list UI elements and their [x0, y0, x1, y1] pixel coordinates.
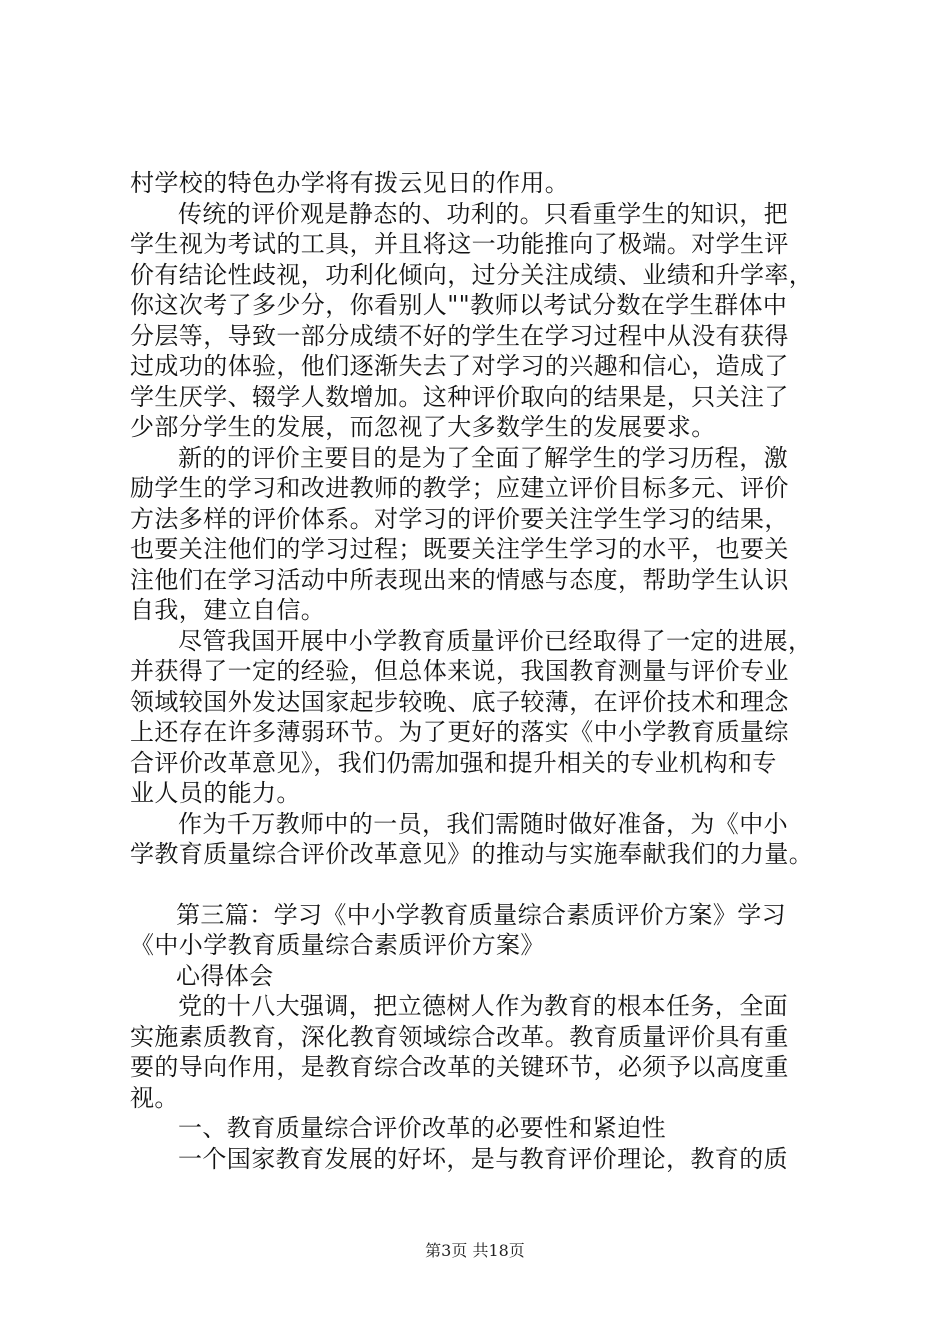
- text-line: 少部分学生的发展，而忽视了大多数学生的发展要求。: [130, 413, 716, 441]
- text-line: 学生视为考试的工具，并且将这一功能推向了极端。对学生评: [130, 230, 789, 258]
- paragraph-start-line: 一个国家教育发展的好坏，是与教育评价理论，教育的质: [178, 1144, 788, 1173]
- text-line: 上还存在许多薄弱环节。为了更好的落实《中小学教育质量综: [130, 718, 789, 746]
- text-line: 学教育质量综合评价改革意见》的推动与实施奉献我们的力量。: [130, 840, 814, 868]
- paragraph-start-line: 作为千万教师中的一员，我们需随时做好准备，为《中小: [178, 809, 788, 838]
- text-line: 学生厌学、辍学人数增加。这种评价取向的结果是，只关注了: [130, 382, 789, 411]
- text-line: 你这次考了多少分，你看别人""教师以考试分数在学生群体中: [130, 291, 788, 319]
- text-line: 也要关注他们的学习过程；既要关注学生学习的水平，也要关: [130, 535, 789, 563]
- section-spacer: [130, 870, 840, 900]
- text-line: 过成功的体验，他们逐渐失去了对学习的兴趣和信心，造成了: [130, 352, 789, 380]
- page-number-footer: 第3页 共18页: [425, 1241, 525, 1260]
- text-line: 价有结论性歧视，功利化倾向，过分关注成绩、业绩和升学率，: [130, 260, 814, 289]
- text-line: 视。: [130, 1083, 179, 1112]
- text-line: 并获得了一定的经验，但总体来说，我国教育测量与评价专业: [130, 657, 789, 685]
- text-line: 领域较国外发达国家起步较晚、底子较薄，在评价技术和理念: [130, 687, 789, 716]
- document-body: [130, 168, 840, 1174]
- text-line: 合评价改革意见》，我们仍需加强和提升相关的专业机构和专: [130, 748, 777, 777]
- paragraph-start-line: 传统的评价观是静态的、功利的。只看重学生的知识，把: [178, 199, 788, 228]
- section-subheading: 心得体会: [176, 961, 274, 990]
- text-line: 村学校的特色办学将有拨云见日的作用。: [130, 169, 570, 197]
- text-line: 要的导向作用，是教育综合改革的关键环节，必须予以高度重: [130, 1053, 789, 1081]
- text-line: 方法多样的评价体系。对学习的评价要关注学生学习的结果，: [130, 504, 789, 533]
- paragraph-start-line: 尽管我国开展中小学教育质量评价已经取得了一定的进展，: [178, 626, 813, 655]
- text-line: 励学生的学习和改进教师的教学；应建立评价目标多元、评价: [130, 474, 789, 502]
- paragraph-start-line: 新的的评价主要目的是为了全面了解学生的学习历程，激: [178, 443, 788, 472]
- paragraph-start-line: 党的十八大强调，把立德树人作为教育的根本任务，全面: [178, 992, 788, 1020]
- text-line: 业人员的能力。: [130, 779, 301, 807]
- text-line: 注他们在学习活动中所表现出来的情感与态度，帮助学生认识: [130, 565, 789, 594]
- section-heading-continued: 《中小学教育质量综合素质评价方案》: [130, 931, 545, 959]
- subsection-heading: 一、教育质量综合评价改革的必要性和紧迫性: [178, 1114, 666, 1142]
- section-heading: 第三篇：学习《中小学教育质量综合素质评价方案》学习: [176, 900, 786, 929]
- text-line: 自我，建立自信。: [130, 596, 326, 624]
- text-line: 分层等，导致一部分成绩不好的学生在学习过程中从没有获得: [130, 321, 789, 350]
- text-line: 实施素质教育，深化教育领域综合改革。教育质量评价具有重: [130, 1022, 789, 1051]
